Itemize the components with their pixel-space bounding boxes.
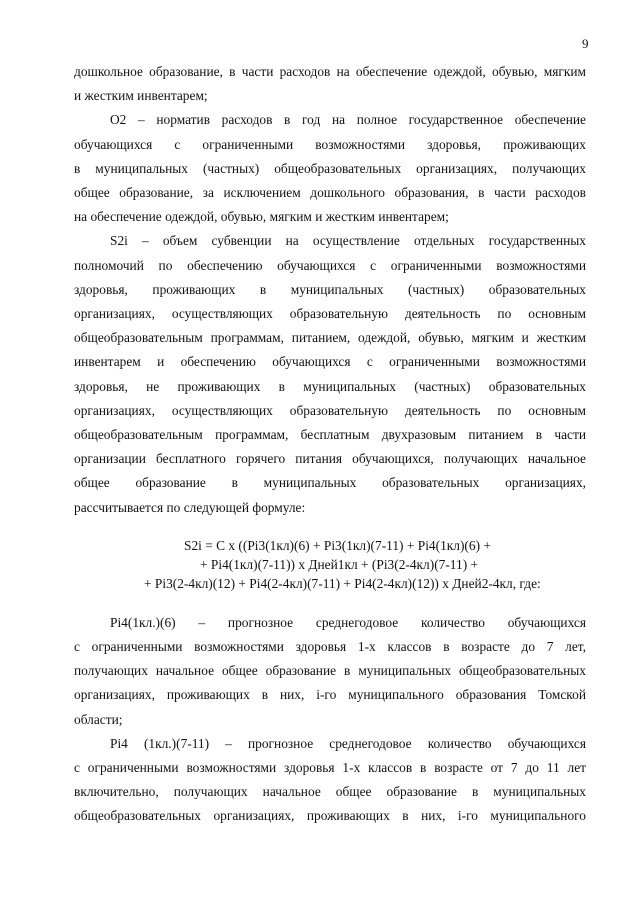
formula-line: S2i = C x ((Pi3(1кл)(6) + Pi3(1кл)(7-11) + Pi4(1кл)(6) + — [184, 537, 491, 553]
paragraph-pi4-1kl-6-definition — [74, 611, 586, 732]
paragraph-o2-definition — [74, 108, 586, 229]
text-line: общеобразовательным программам, бесплатным двухразовым питанием в части — [74, 427, 586, 443]
paragraph-s2i-definition — [74, 229, 586, 519]
paragraph-pi4-1kl-7-11-definition — [74, 732, 586, 829]
text-line: с ограниченными возможностями здоровья 1-х классов в возрасте от 7 до 11 лет — [74, 760, 586, 776]
page-number: 9 — [582, 36, 589, 51]
text-line: на обеспечение одеждой, обувью, мягким и жестким инвентарем; — [74, 209, 449, 225]
text-line: организациях, проживающих в них, i-го муниципального образования Томской — [74, 687, 586, 703]
text-line: обучающихся с ограниченными возможностями здоровья, проживающих — [74, 136, 586, 152]
text-line: получающих начальное общее образование в муниципальных общеобразовательных — [74, 663, 586, 679]
text-line: общее образование в муниципальных образовательных организациях, — [74, 475, 586, 491]
text-line: общеобразовательным программам, питанием, одеждой, обувью, мягким и жестким — [74, 330, 586, 346]
text-line: общеобразовательных организациях, проживающих в них, i-го муниципального — [74, 808, 586, 824]
text-line: организации бесплатного горячего питания обучающихся, получающих начальное — [74, 451, 586, 467]
text-line: дошкольное образование, в части расходов на обеспечение одеждой, обувью, мягким — [74, 64, 586, 79]
text-line: инвентарем и обеспечению обучающихся с ограниченными возможностями — [74, 354, 586, 370]
formula-line: + Pi4(1кл)(7-11)) x Дней1кл + (Pi3(2-4кл)(7-11) + — [200, 556, 479, 572]
document-body — [74, 60, 586, 829]
text-line: включительно, получающих начальное общее образование в муниципальных — [74, 784, 586, 800]
text-line: полномочий по обеспечению обучающихся с ограниченными возможностями — [74, 257, 586, 273]
text-line: здоровья, не проживающих в муниципальных (частных) образовательных — [74, 378, 586, 394]
text-line: общее образование, за исключением дошкольного образования, в части расходов — [74, 185, 586, 201]
text-line: организациях, осуществляющих образовательную деятельность по основным — [74, 402, 586, 418]
text-line: O2 – норматив расходов в год на полное государственное обеспечение — [110, 112, 586, 128]
text-line: с ограниченными возможностями здоровья 1-х классов в возрасте до 7 лет, — [74, 639, 586, 655]
text-line: Pi4(1кл.)(6) – прогнозное среднегодовое количество обучающихся — [110, 614, 586, 630]
formula-s2i — [74, 536, 586, 593]
text-line: организациях, осуществляющих образовательную деятельность по основным — [74, 306, 586, 322]
text-line: здоровья, проживающих в муниципальных (частных) образовательных — [74, 281, 586, 297]
formula-line: + Pi3(2-4кл)(12) + Pi4(2-4кл)(7-11) + Pi4(2-4кл)(12)) x Дней2-4кл, где: — [144, 575, 541, 591]
text-line: Pi4 (1кл.)(7-11) – прогнозное среднегодовое количество обучающихся — [110, 735, 586, 751]
text-line: S2i – объем субвенции на осуществление отдельных государственных — [110, 233, 586, 249]
text-line: рассчитывается по следующей формуле: — [74, 499, 306, 515]
paragraph-preschool-continuation — [74, 60, 586, 108]
text-line: области; — [74, 711, 123, 727]
text-line: в муниципальных (частных) общеобразовательных организациях, получающих — [74, 160, 586, 176]
text-line: и жестким инвентарем; — [74, 88, 208, 104]
